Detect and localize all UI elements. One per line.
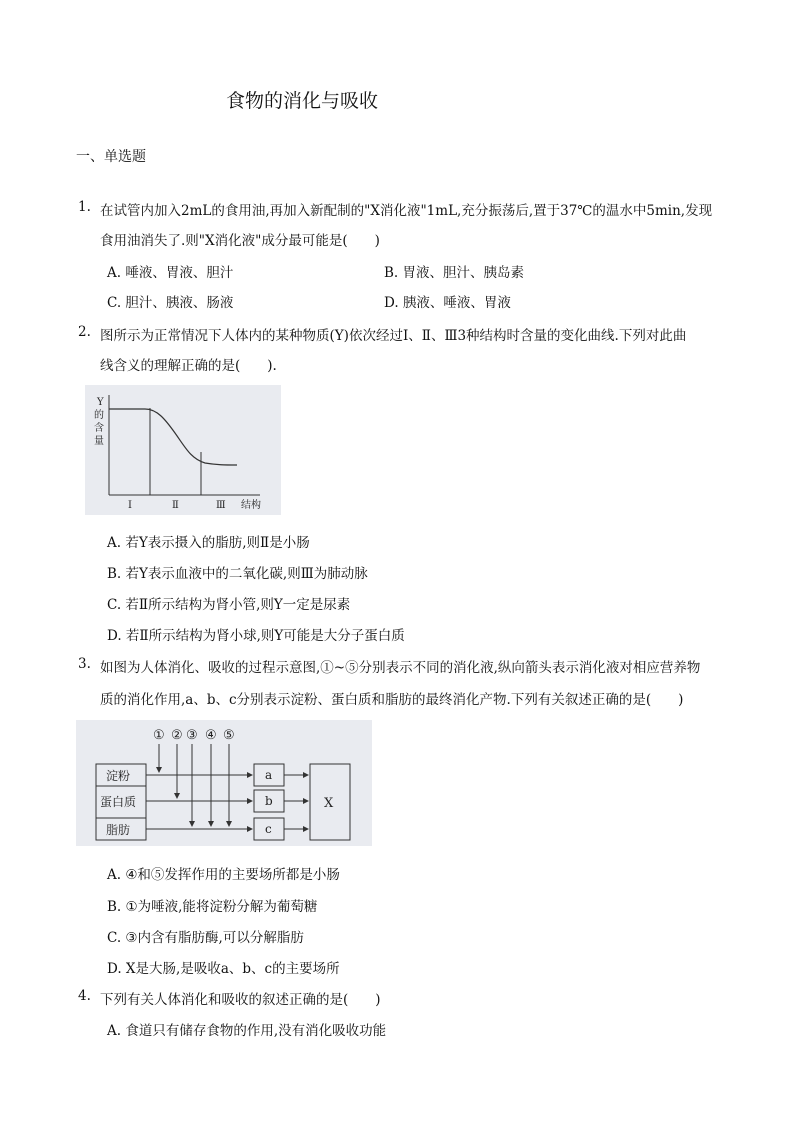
question-text: 食用油消失了.则"X消化液"成分最可能是( ) bbox=[100, 233, 380, 249]
digestive-juice-2: ② bbox=[171, 728, 183, 743]
question-text: 图所示为正常情况下人体内的某种物质(Y)依次经过Ⅰ、Ⅱ、Ⅲ3种结构时含量的变化曲线.下列对此曲 bbox=[100, 328, 687, 344]
question-text: 在试管内加入2mL的食用油,再加入新配制的"X消化液"1mL,充分振荡后,置于37℃的温水中5min,发现 bbox=[100, 203, 713, 219]
svg-text:的: 的 bbox=[94, 410, 104, 421]
option-c: C. 胆汁、胰液、肠液 bbox=[107, 295, 234, 311]
product-a: a bbox=[265, 768, 273, 782]
question-text: 线含义的理解正确的是( ). bbox=[100, 358, 277, 374]
question-number: 1. bbox=[78, 199, 91, 215]
option-c: C. ③内含有脂肪酶,可以分解脂肪 bbox=[107, 930, 304, 946]
nutrient-protein: 蛋白质 bbox=[100, 795, 137, 809]
page-title: 食物的消化与吸收 bbox=[226, 90, 379, 112]
section-heading: 一、单选题 bbox=[76, 149, 146, 165]
option-d: D. X是大肠,是吸收a、b、c的主要场所 bbox=[107, 961, 340, 977]
x-tick-2: Ⅱ bbox=[172, 500, 179, 511]
digestive-juice-5: ⑤ bbox=[223, 728, 235, 743]
option-d: D. 若Ⅱ所示结构为肾小球,则Y可能是大分子蛋白质 bbox=[107, 628, 405, 644]
option-a: A. 食道只有储存食物的作用,没有消化吸收功能 bbox=[107, 1023, 387, 1039]
svg-text:Y: Y bbox=[97, 397, 104, 408]
question-number: 3. bbox=[78, 656, 91, 672]
x-tick-1: Ⅰ bbox=[128, 500, 132, 511]
option-a: A. 若Y表示摄入的脂肪,则Ⅱ是小肠 bbox=[107, 535, 310, 551]
question-number: 2. bbox=[78, 324, 91, 340]
digestive-juice-4: ④ bbox=[205, 728, 217, 743]
question-text: 质的消化作用,a、b、c分别表示淀粉、蛋白质和脂肪的最终消化产物.下列有关叙述正确的是( ) bbox=[100, 692, 684, 708]
digestive-juice-1: ① bbox=[153, 728, 165, 743]
x-organ-label: X bbox=[324, 796, 334, 811]
option-c: C. 若Ⅱ所示结构为肾小管,则Y一定是尿素 bbox=[107, 597, 351, 613]
digestion-diagram bbox=[76, 720, 372, 846]
nutrient-fat: 脂肪 bbox=[106, 823, 131, 837]
option-b: B. ①为唾液,能将淀粉分解为葡萄糖 bbox=[107, 899, 318, 915]
option-a: A. 唾液、胃液、胆汁 bbox=[107, 265, 234, 281]
option-d: D. 胰液、唾液、胃液 bbox=[384, 295, 511, 311]
nutrient-starch: 淀粉 bbox=[106, 769, 131, 783]
content-curve bbox=[109, 409, 237, 465]
option-b: B. 胃液、胆汁、胰岛素 bbox=[384, 265, 525, 281]
question-text: 下列有关人体消化和吸收的叙述正确的是( ) bbox=[100, 992, 381, 1008]
question-text: 如图为人体消化、吸收的过程示意图,①~⑤分别表示不同的消化液,纵向箭头表示消化液对相应营养物 bbox=[100, 660, 701, 676]
option-b: B. 若Y表示血液中的二氧化碳,则Ⅲ为肺动脉 bbox=[107, 566, 368, 582]
product-c: c bbox=[265, 822, 272, 836]
y-axis-label bbox=[94, 397, 104, 447]
digestive-juice-3: ③ bbox=[186, 728, 198, 743]
x-axis-label: 结构 bbox=[241, 500, 261, 511]
product-b: b bbox=[265, 794, 273, 808]
option-a: A. ④和⑤发挥作用的主要场所都是小肠 bbox=[107, 867, 340, 883]
svg-text:量: 量 bbox=[94, 436, 104, 447]
x-tick-3: Ⅲ bbox=[216, 500, 226, 511]
curve-figure bbox=[85, 385, 281, 515]
svg-text:含: 含 bbox=[94, 423, 104, 434]
question-number: 4. bbox=[78, 988, 91, 1004]
